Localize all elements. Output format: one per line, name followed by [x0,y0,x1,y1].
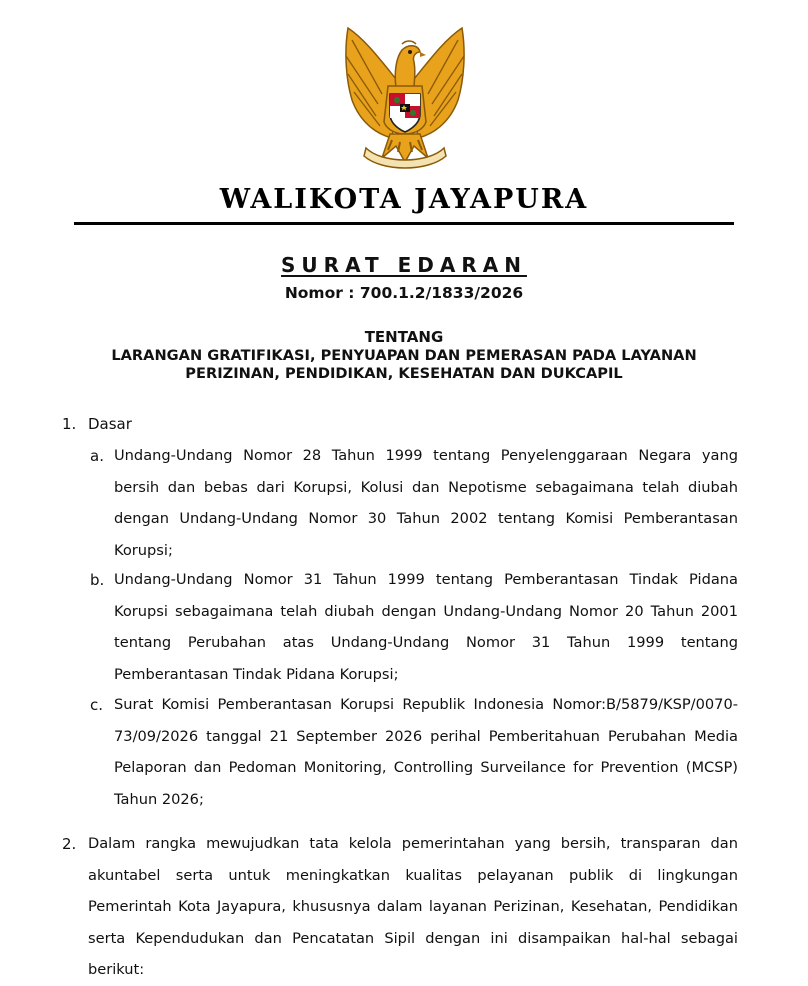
item-b-text: Undang-Undang Nomor 31 Tahun 1999 tentang Pemberantasan Tindak Pidana Korupsi sebagaimana telah diubah dengan Undang-Undang Nomor 20 Tahun 2001 tentang Perubahan atas Undang-Undang Nomor 31 Tahun 1999 tentang Pemberantasan Tindak Pidana Korupsi; [114,571,738,683]
document-type-text: SURAT EDARAN [281,253,527,277]
section-1-number: 1. [62,415,77,433]
letterhead-title: WALIKOTA JAYAPURA [219,184,589,215]
subject-line-1: LARANGAN GRATIFIKASI, PENYUAPAN DAN PEMERASAN PADA LAYANAN [111,347,697,364]
letterhead-divider [74,222,734,225]
garuda-emblem-icon [330,22,480,174]
section-2-text: Dalam rangka mewujudkan tata kelola pemerintahan yang bersih, transparan dan akuntabel serta untuk meningkatkan kualitas pelayanan publik di lingkungan Pemerintah Kota Jayapura, khususnya dalam layanan Perizinan, Kesehatan, Pendidikan serta Kependudukan dan Pencatatan Sipil dengan ini disampaikan hal-hal sebagai berikut: [88,835,738,978]
item-c-letter: c. [90,696,104,714]
item-b-letter: b. [90,571,105,589]
section-1-heading: Dasar [88,415,132,433]
about-label: TENTANG [364,328,444,346]
document-subject [70,347,738,383]
document-number: Nomor : 700.1.2/1833/2026 [284,284,524,302]
section-2-number: 2. [62,835,77,853]
document-type [0,253,808,277]
item-a-letter: a. [90,447,104,465]
item-a-text: Undang-Undang Nomor 28 Tahun 1999 tentang Penyelenggaraan Negara yang bersih dan bebas dari Korupsi, Kolusi dan Nepotisme sebagaimana telah diubah dengan Undang-Undang Nomor 30 Tahun 2002 tentang Komisi Pemberantasan Korupsi; [114,447,738,559]
subject-line-2: PERIZINAN, PENDIDIKAN, KESEHATAN DAN DUKCAPIL [185,365,623,382]
item-c-text: Surat Komisi Pemberantasan Korupsi Republik Indonesia Nomor:B/5879/KSP/0070-73/09/2026 tanggal 21 September 2026 perihal Pemberitahuan Perubahan Media Pelaporan dan Pedoman Monitoring, Controlling Surveilance for Prevention (MCSP) Tahun 2026; [114,696,738,808]
